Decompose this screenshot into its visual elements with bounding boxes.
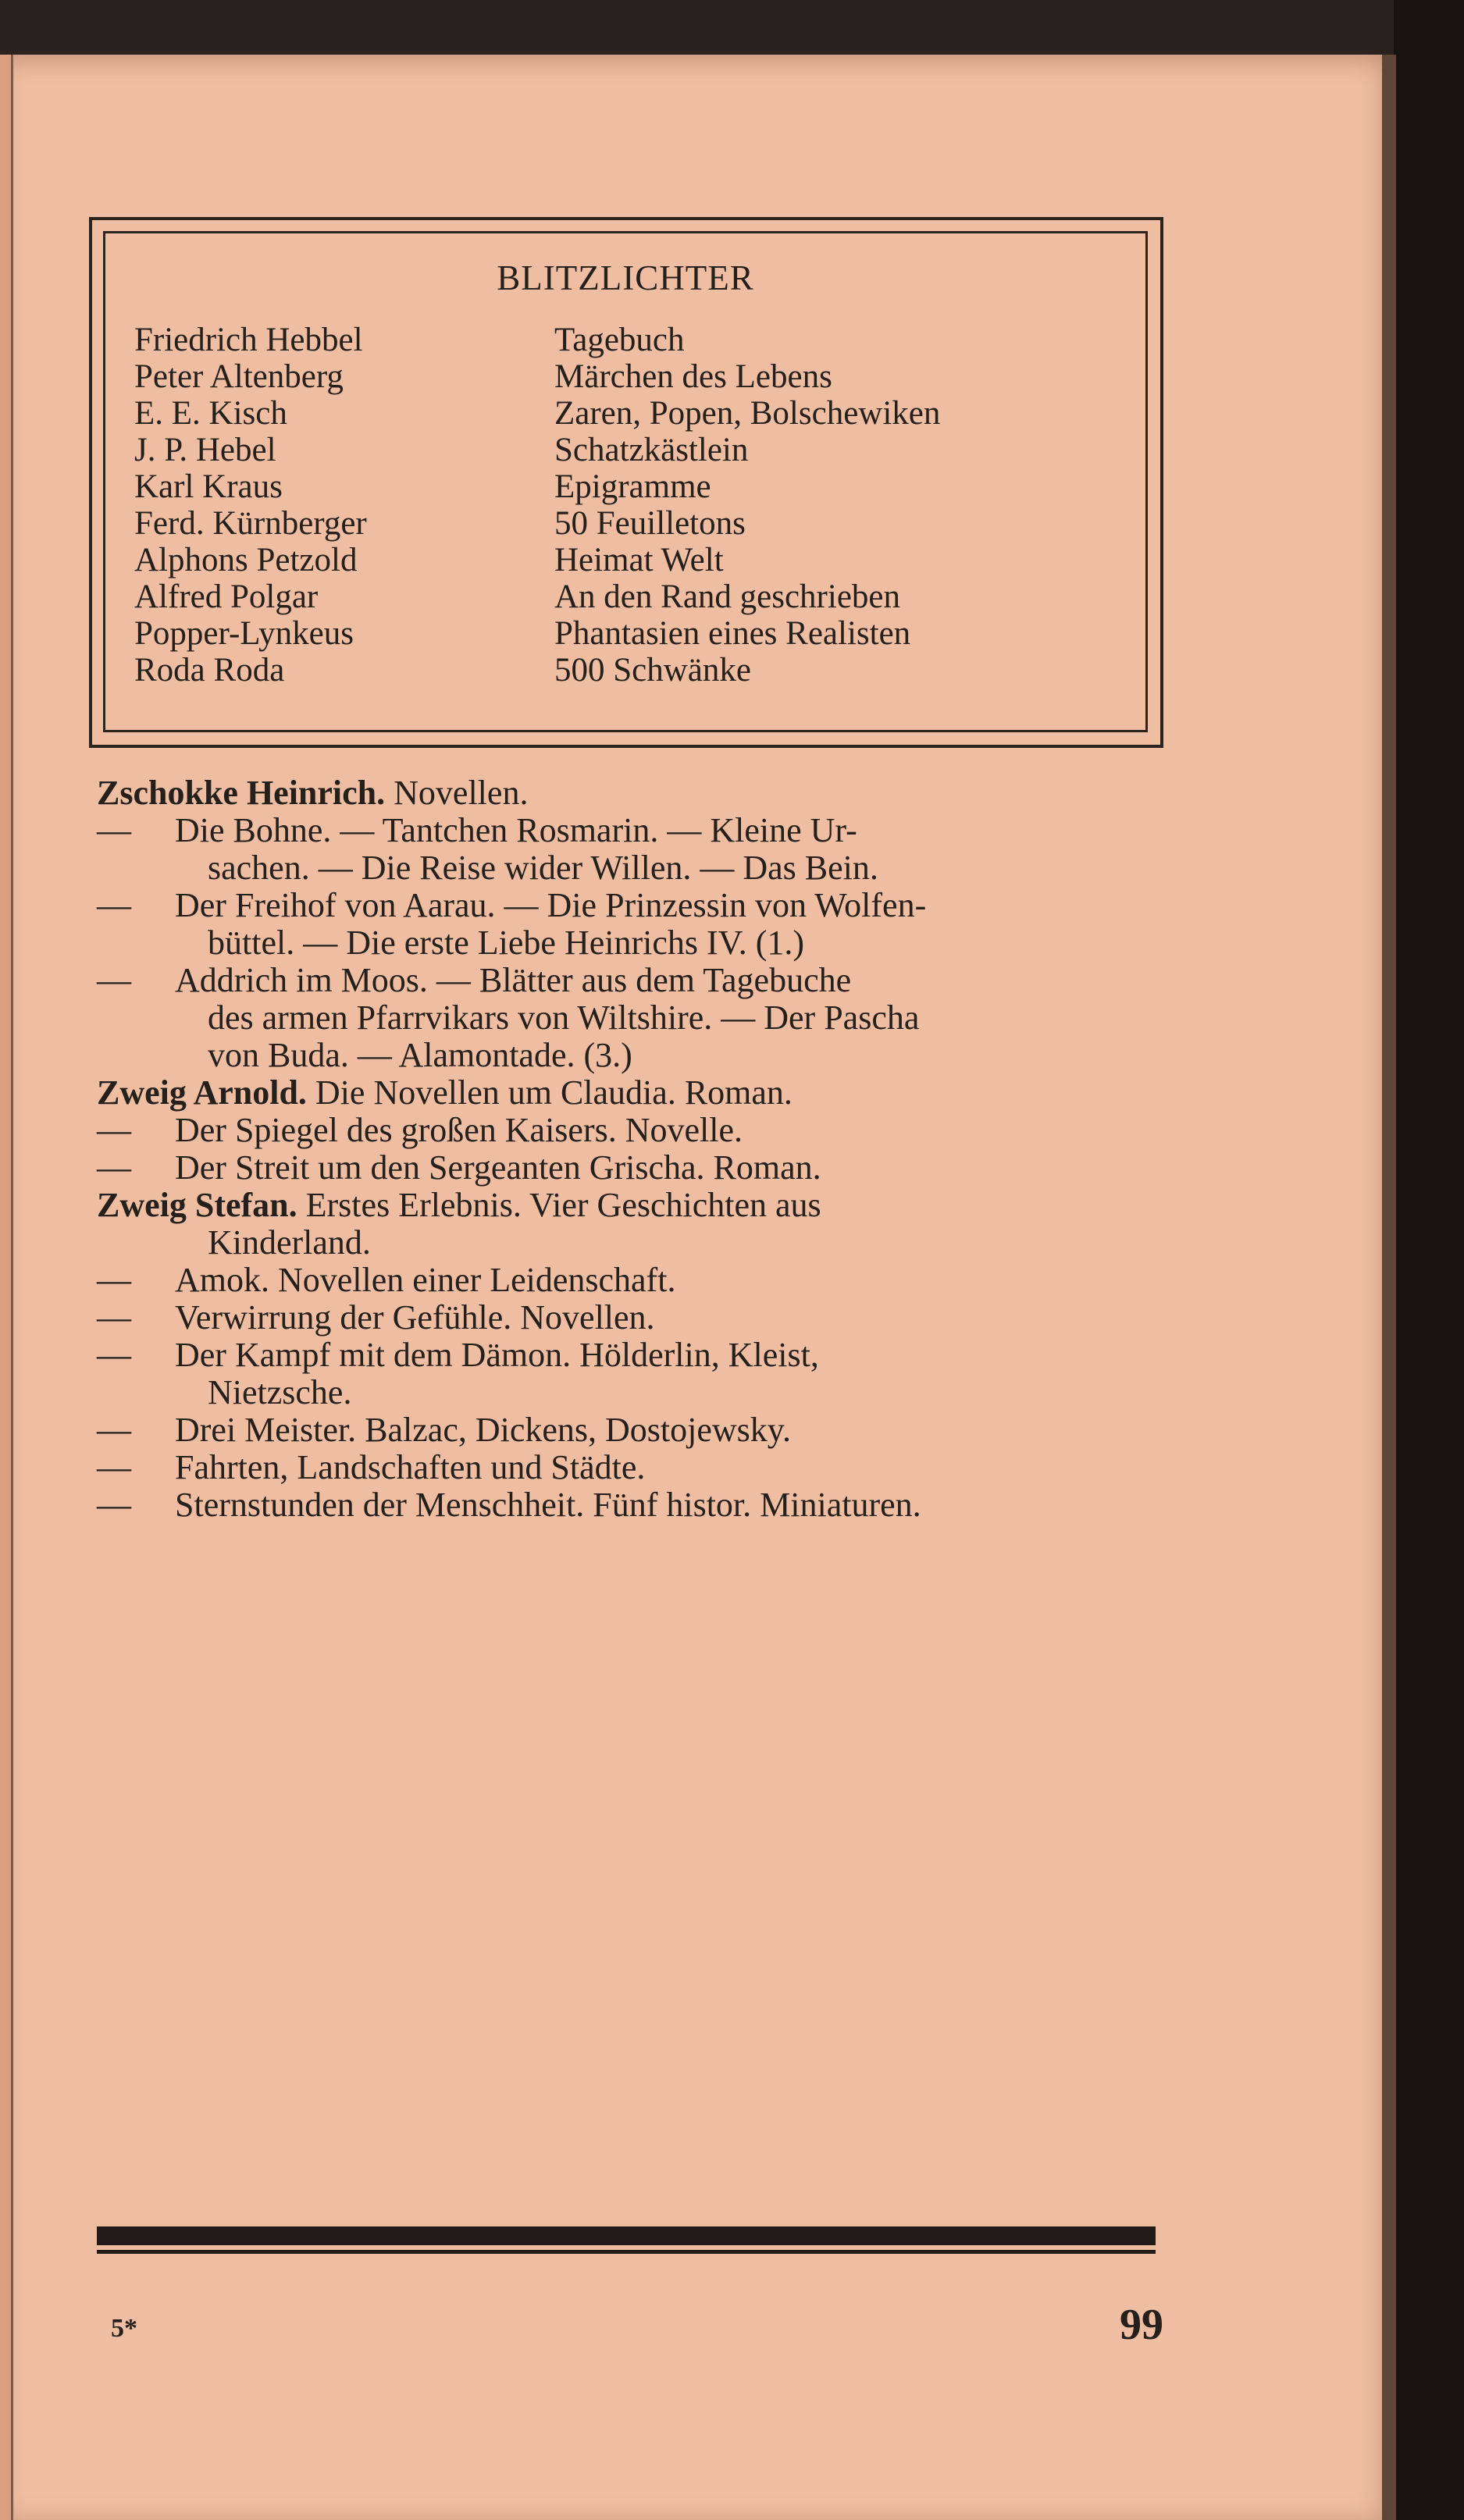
box-row: [134, 322, 1118, 359]
box-book: Tagebuch: [554, 322, 685, 358]
box-row: [134, 652, 1118, 689]
entry-title: Sternstunden der Menschheit. Fünf histor. Miniaturen.: [175, 1486, 921, 1524]
page-right-edge: [1382, 55, 1396, 2520]
box-row: [134, 615, 1118, 653]
box-book: Phantasien eines Realisten: [554, 615, 911, 652]
entry-line: [97, 812, 1167, 849]
box-author: Ferd. Kürnberger: [134, 505, 367, 542]
box-author: Friedrich Hebbel: [134, 322, 363, 358]
entry-line: [97, 1411, 1167, 1449]
entry-title: Die Novellen um Claudia. Roman.: [315, 1073, 793, 1112]
box-author: J. P. Hebel: [134, 432, 276, 468]
entry-continuation: [208, 1224, 1167, 1262]
ditto-dash: —: [97, 961, 131, 999]
entry-continuation: [208, 1037, 1167, 1074]
entry-line: [97, 962, 1167, 999]
box-book: Epigramme: [554, 468, 711, 505]
box-author: E. E. Kisch: [134, 395, 287, 432]
box-book: Märchen des Lebens: [554, 358, 832, 395]
box-author: Peter Altenberg: [134, 358, 344, 395]
ditto-dash: —: [97, 1411, 131, 1449]
entry-title: Novellen.: [394, 774, 529, 812]
entry-line: [97, 1187, 1167, 1224]
box-author: Karl Kraus: [134, 468, 283, 505]
footer-rule-thin: [97, 2250, 1156, 2254]
entry-author: Zweig Arnold.: [97, 1073, 307, 1112]
entry-continuation: [208, 849, 1167, 887]
signature-mark: 5*: [111, 2314, 137, 2343]
entry-continuation: [208, 999, 1167, 1037]
entry-line: [97, 1112, 1167, 1149]
footer-rule-thick: [97, 2226, 1156, 2245]
entry-title: des armen Pfarrvikars von Wiltshire. — Der Pascha: [208, 998, 920, 1037]
entry-title: sachen. — Die Reise wider Willen. — Das Bein.: [208, 849, 878, 887]
box-row: [134, 578, 1118, 616]
entry-author: Zschokke Heinrich.: [97, 774, 386, 812]
entry-continuation: [208, 1374, 1167, 1411]
box-row: [134, 358, 1118, 396]
box-book: Heimat Welt: [554, 542, 724, 578]
entry-title: Verwirrung der Gefühle. Novellen.: [175, 1298, 655, 1337]
entry-line: [97, 1449, 1167, 1486]
entry-line: [97, 1074, 1167, 1112]
entry-title: Der Kampf mit dem Dämon. Hölderlin, Kleist,: [175, 1336, 819, 1374]
page-number: 99: [1120, 2301, 1163, 2349]
box-author: Roda Roda: [134, 652, 285, 689]
page-left-edge: [0, 55, 13, 2520]
entry-title: Der Spiegel des großen Kaisers. Novelle.: [175, 1111, 743, 1149]
entry-title: Addrich im Moos. — Blätter aus dem Tagebuche: [175, 961, 852, 999]
ditto-dash: —: [97, 1298, 131, 1337]
box-book: Schatzkästlein: [554, 432, 749, 468]
box-row: [134, 468, 1118, 506]
entry-title: Kinderland.: [208, 1223, 371, 1262]
entry-line: [97, 887, 1167, 924]
box-row: [134, 395, 1118, 432]
scan-top-edge: [0, 0, 1464, 56]
entry-author: Zweig Stefan.: [97, 1186, 297, 1224]
ditto-dash: —: [97, 1486, 131, 1524]
box-author: Popper-Lynkeus: [134, 615, 354, 652]
entry-title: Der Freihof von Aarau. — Die Prinzessin von Wolfen-: [175, 886, 927, 924]
ditto-dash: —: [97, 1448, 131, 1486]
entry-line: [97, 1337, 1167, 1374]
scan-right-edge: [1394, 0, 1464, 2520]
box-author: Alfred Polgar: [134, 578, 319, 615]
ditto-dash: —: [97, 1148, 131, 1187]
ditto-dash: —: [97, 1111, 131, 1149]
ditto-dash: —: [97, 811, 131, 849]
ditto-dash: —: [97, 1336, 131, 1374]
entry-title: Amok. Novellen einer Leidenschaft.: [175, 1261, 676, 1299]
entry-line: [97, 774, 1167, 812]
box-book: 50 Feuilletons: [554, 505, 746, 542]
entry-title: Fahrten, Landschaften und Städte.: [175, 1448, 646, 1486]
entry-line: [97, 1149, 1167, 1187]
entry-title: büttel. — Die erste Liebe Heinrichs IV. (1.): [208, 924, 805, 962]
entry-continuation: [208, 924, 1167, 962]
box-row: [134, 505, 1118, 543]
ditto-dash: —: [97, 1261, 131, 1299]
entry-title: Nietzsche.: [208, 1373, 352, 1411]
box-author: Alphons Petzold: [134, 542, 358, 578]
box-book: An den Rand geschrieben: [554, 578, 900, 615]
box-row: [134, 542, 1118, 579]
blitzlichter-title: BLITZLICHTER: [497, 258, 754, 297]
box-book: 500 Schwänke: [554, 652, 751, 689]
entry-title: Drei Meister. Balzac, Dickens, Dostojewsky.: [175, 1411, 791, 1449]
entry-title: Erstes Erlebnis. Vier Geschichten aus: [305, 1186, 821, 1224]
box-book: Zaren, Popen, Bolschewiken: [554, 395, 941, 432]
ditto-dash: —: [97, 886, 131, 924]
entry-line: [97, 1486, 1167, 1524]
entry-title: von Buda. — Alamontade. (3.): [208, 1036, 632, 1074]
box-row: [134, 432, 1118, 469]
entry-line: [97, 1299, 1167, 1337]
entry-title: Der Streit um den Sergeanten Grischa. Roman.: [175, 1148, 821, 1187]
entry-line: [97, 1262, 1167, 1299]
entry-title: Die Bohne. — Tantchen Rosmarin. — Kleine Ur-: [175, 811, 857, 849]
